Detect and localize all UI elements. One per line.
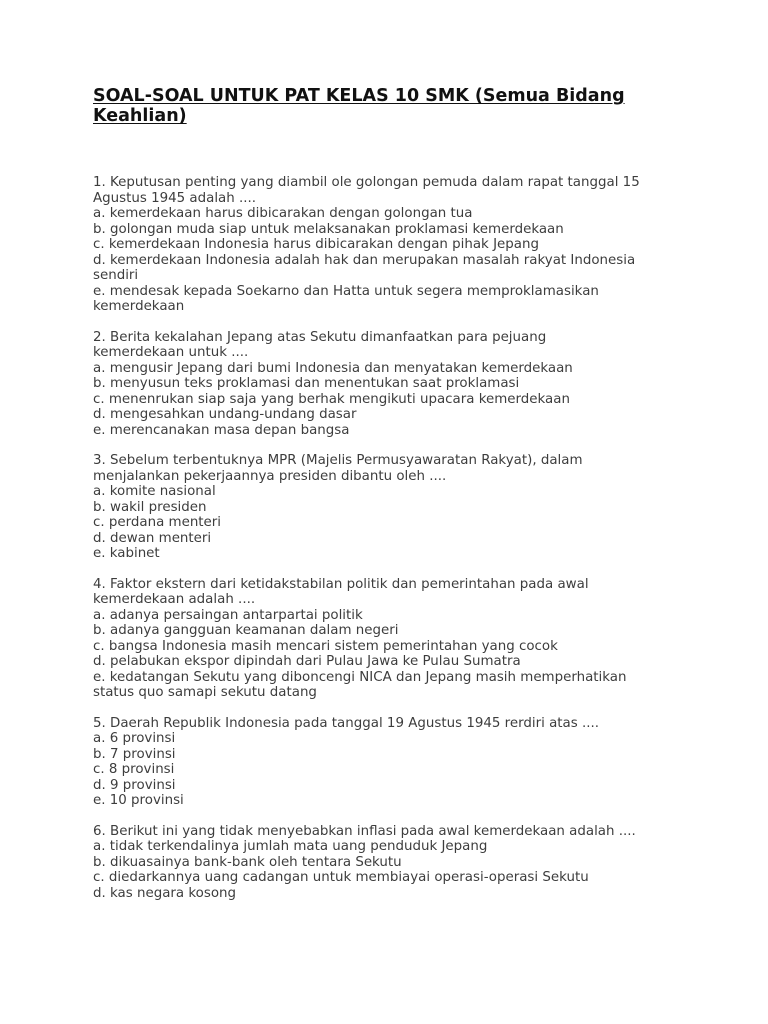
question-line: d. dewan menteri — [93, 530, 212, 546]
question-line: d. pelabukan ekspor dipindah dari Pulau Jawa ke Pulau Sumatra — [93, 654, 521, 669]
question-line: a. komite nasional — [93, 484, 216, 499]
question-line: a. mengusir Jepang dari bumi Indonesia dan menyatakan kemerdekaan — [93, 360, 573, 376]
question-line: a. kemerdekaan harus dibicarakan dengan golongan tua — [93, 206, 473, 221]
document-title-line-2: Keahlian) — [93, 106, 187, 126]
question-line: c. perdana menteri — [93, 515, 222, 530]
question-line: b. 7 provinsi — [93, 746, 176, 762]
question-line: d. kemerdekaan Indonesia adalah hak dan merupakan masalah rakyat Indonesia — [93, 252, 636, 268]
question-1 — [93, 175, 693, 315]
question-line: e. 10 provinsi — [93, 793, 184, 808]
question-line: d. mengesahkan undang-undang dasar — [93, 407, 357, 422]
question-line: c. menenrukan siap saja yang berhak mengikuti upacara kemerdekaan — [93, 391, 570, 407]
question-line: a. adanya persaingan antarpartai politik — [93, 607, 363, 623]
question-line: kemerdekaan untuk .... — [93, 345, 249, 360]
question-line: b. golongan muda siap untuk melaksanakan proklamasi kemerdekaan — [93, 221, 564, 237]
question-line: e. kabinet — [93, 546, 160, 561]
question-6 — [93, 824, 693, 902]
question-line: c. 8 provinsi — [93, 762, 175, 777]
question-line: c. bangsa Indonesia masih mencari sistem pemerintahan yang cocok — [93, 638, 558, 654]
question-line: menjalankan pekerjaannya presiden dibantu oleh .... — [93, 468, 447, 484]
document-title — [93, 86, 693, 126]
question-2 — [93, 330, 693, 439]
document-page — [93, 86, 693, 916]
question-3 — [93, 453, 693, 562]
question-line: sendiri — [93, 268, 139, 283]
question-line: d. kas negara kosong — [93, 885, 236, 901]
question-text: 5. Daerah Republik Indonesia pada tanggal 19 Agustus 1945 rerdiri atas .... — [93, 715, 599, 731]
question-line: kemerdekaan — [93, 299, 185, 314]
question-line: b. adanya gangguan keamanan dalam negeri — [93, 623, 399, 638]
question-line: e. kedatangan Sekutu yang diboncengi NICA dan Jepang masih memperhatikan — [93, 669, 627, 685]
question-line: c. kemerdekaan Indonesia harus dibicarakan dengan pihak Jepang — [93, 237, 539, 252]
question-line: a. 6 provinsi — [93, 731, 176, 746]
question-text: 2. Berita kekalahan Jepang atas Sekutu dimanfaatkan para pejuang — [93, 329, 547, 345]
question-5 — [93, 716, 693, 809]
question-line: c. diedarkannya uang cadangan untuk membiayai operasi-operasi Sekutu — [93, 870, 589, 885]
question-line: e. merencanakan masa depan bangsa — [93, 422, 350, 438]
question-line: b. dikuasainya bank-bank oleh tentara Sekutu — [93, 854, 402, 870]
question-line: a. tidak terkendalinya jumlah mata uang penduduk Jepang — [93, 839, 488, 854]
question-line: Agustus 1945 adalah .... — [93, 190, 257, 206]
question-text: 3. Sebelum terbentuknya MPR (Majelis Permusyawaratan Rakyat), dalam — [93, 453, 583, 468]
document-title-line-1: SOAL-SOAL UNTUK PAT KELAS 10 SMK (Semua Bidang — [93, 86, 625, 106]
question-line: b. menyusun teks proklamasi dan menentukan saat proklamasi — [93, 376, 520, 391]
question-line: status quo samapi sekutu datang — [93, 685, 317, 700]
question-text: 1. Keputusan penting yang diambil ole golongan pemuda dalam rapat tanggal 15 — [93, 175, 640, 190]
question-text: 6. Berikut ini yang tidak menyebabkan inflasi pada awal kemerdekaan adalah .... — [93, 823, 636, 839]
question-line: kemerdekaan adalah .... — [93, 592, 256, 607]
question-text: 4. Faktor ekstern dari ketidakstabilan politik dan pemerintahan pada awal — [93, 576, 589, 592]
question-line: b. wakil presiden — [93, 499, 207, 515]
question-line: e. mendesak kepada Soekarno dan Hatta untuk segera memproklamasikan — [93, 283, 599, 299]
question-line: d. 9 provinsi — [93, 777, 176, 793]
question-list — [93, 175, 693, 901]
question-4 — [93, 577, 693, 701]
